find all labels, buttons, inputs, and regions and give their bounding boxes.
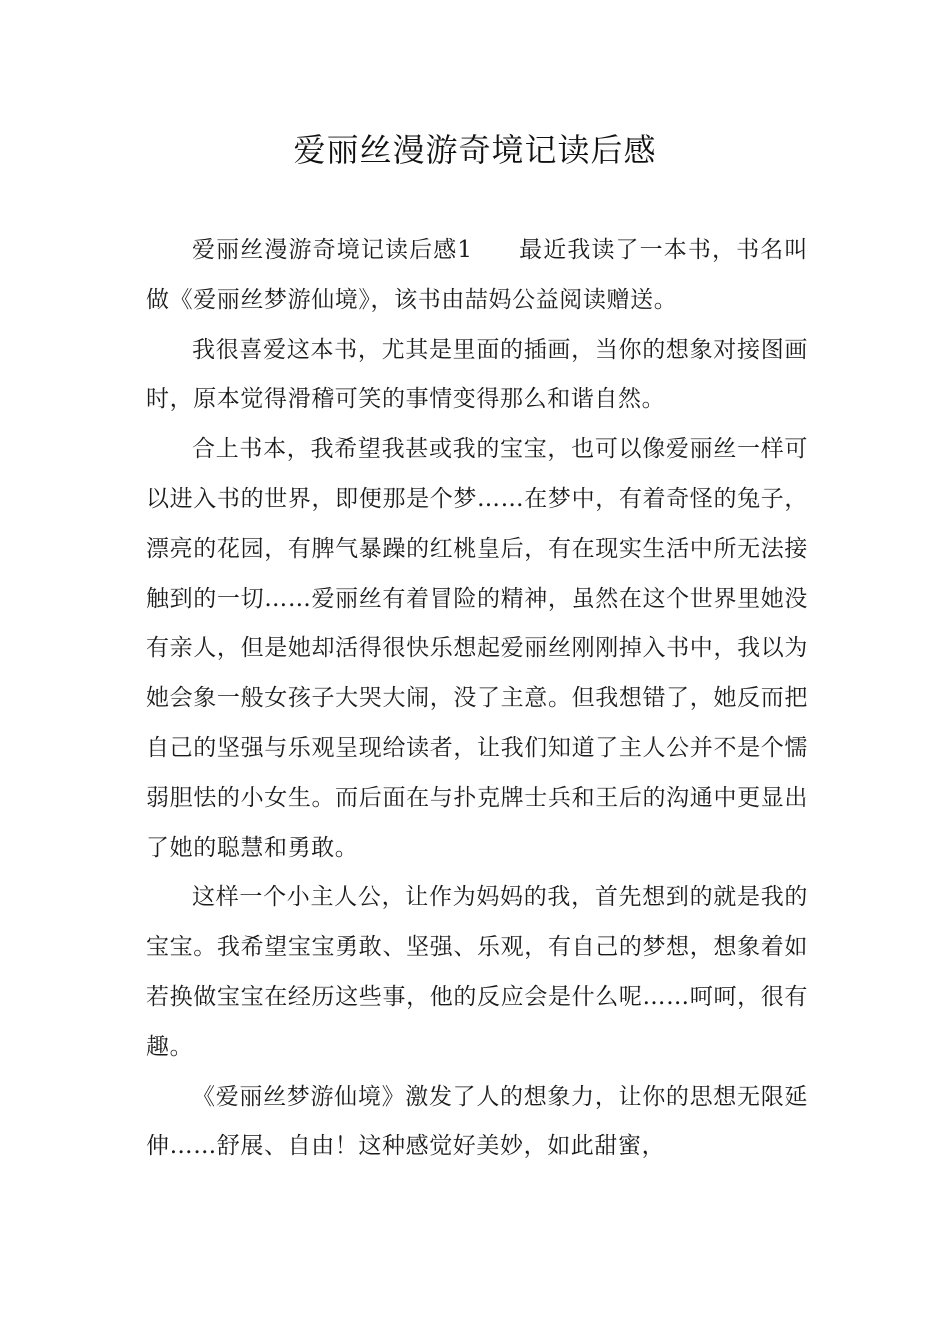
paragraph-4: 这样一个小主人公，让作为妈妈的我，首先想到的就是我的宝宝。我希望宝宝勇敢、坚强、乐观，有自己的梦想，想象着如若换做宝宝在经历这些事，他的反应会是什么呢……呵呵，很有趣。 <box>146 884 808 1060</box>
paragraph-1 <box>146 226 808 326</box>
paragraph-1-text: 最近我读了一本书，书名叫做《爱丽丝梦游仙境》，该书由喆妈公益阅读赠送。 <box>146 237 808 313</box>
section-heading: 爱丽丝漫游奇境记读后感1 <box>192 237 473 263</box>
document-title: 爱丽丝漫游奇境记读后感 <box>293 131 657 169</box>
paragraph-2: 我很喜爱这本书，尤其是里面的插画，当你的想象对接图画时，原本觉得滑稽可笑的事情变得那么和谐自然。 <box>146 336 808 413</box>
paragraph-3: 合上书本，我希望我甚或我的宝宝，也可以像爱丽丝一样可以进入书的世界，即便那是个梦……在梦中，有着奇怪的兔子，漂亮的花园，有脾气暴躁的红桃皇后，有在现实生活中所无法接触到的一切……爱丽丝有着冒险的精神，虽然在这个世界里她没有亲人，但是她却活得很快乐想起爱丽丝刚刚掉入书中，我以为她会象一般女孩子大哭大闹，没了主意。但我想错了，她反而把自己的坚强与乐观呈现给读者，让我们知道了主人公并不是个懦弱胆怯的小女生。而后面在与扑克牌士兵和王后的沟通中更显出了她的聪慧和勇敢。 <box>146 436 808 861</box>
paragraph-5: 《爱丽丝梦游仙境》激发了人的想象力，让你的思想无限延伸……舒展、自由！这种感觉好美妙，如此甜蜜， <box>146 1083 808 1160</box>
document-body <box>146 226 808 1172</box>
